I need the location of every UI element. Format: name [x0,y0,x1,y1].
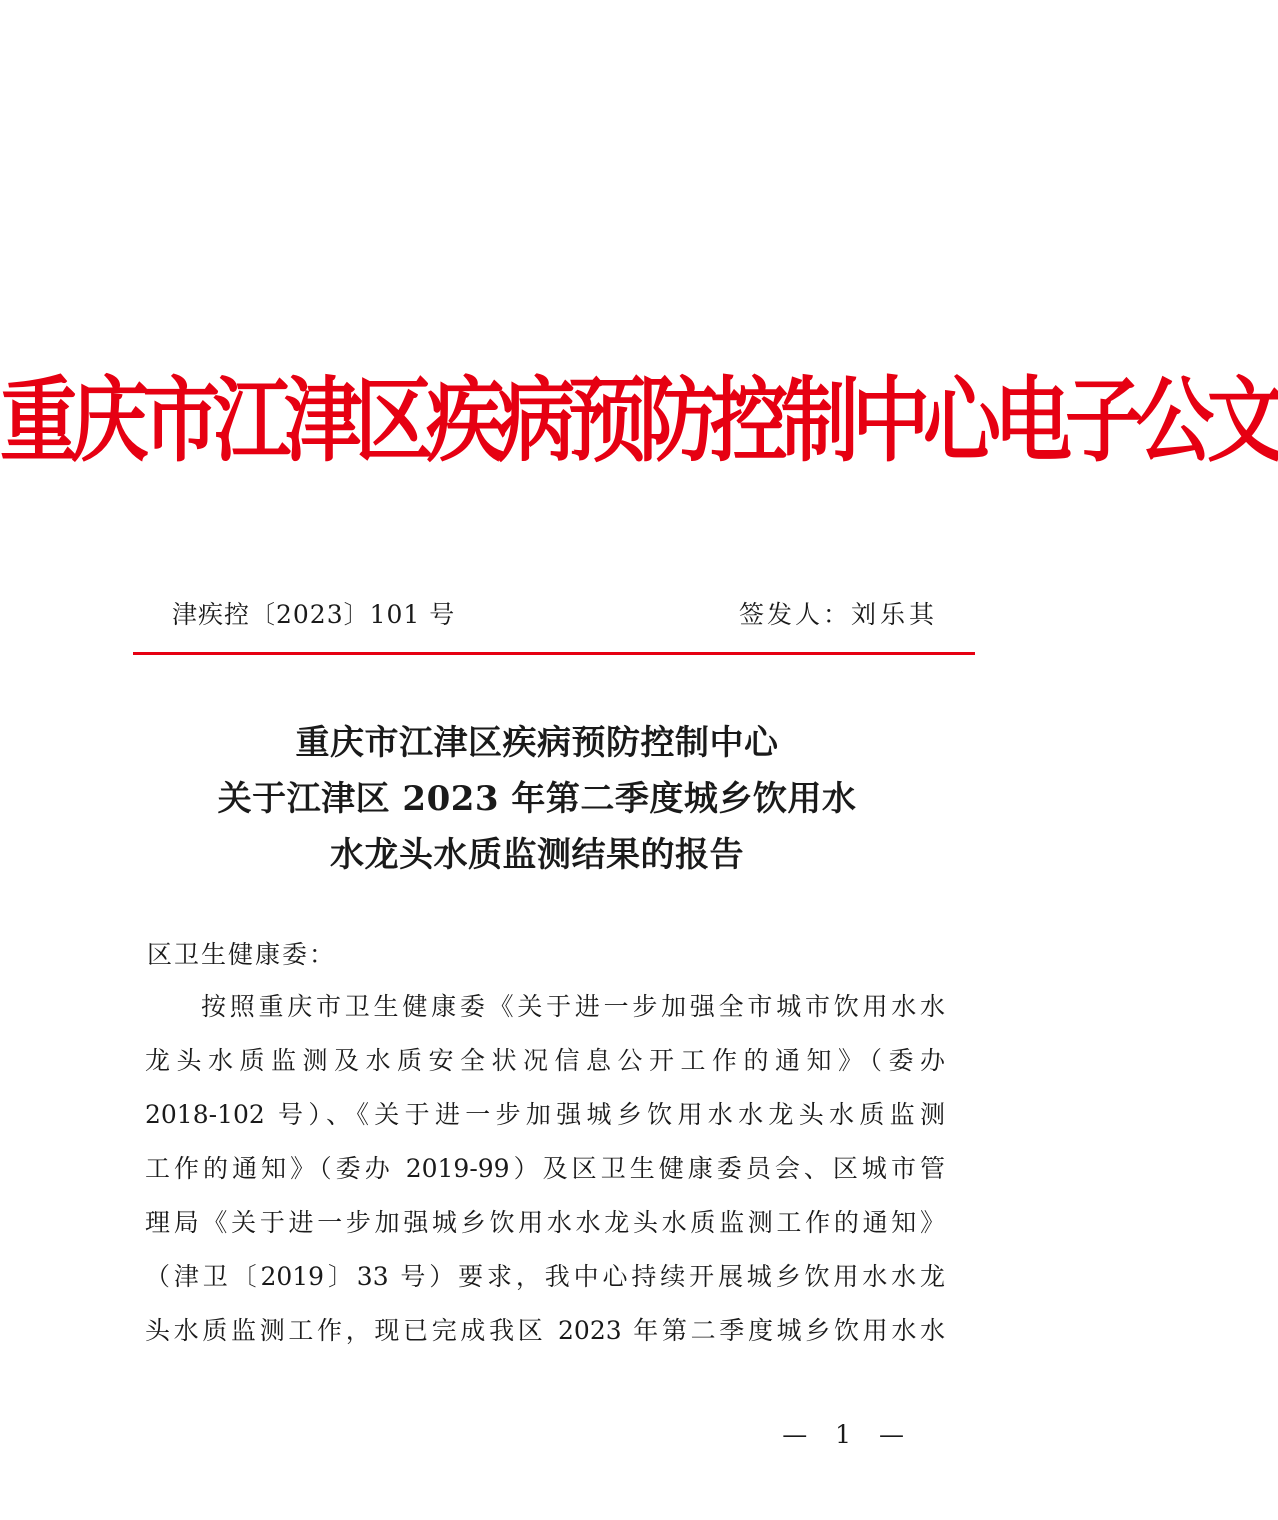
body-line: 龙头水质监测及水质安全状况信息公开工作的通知》（委办 [145,1046,945,1075]
issuer [739,598,938,632]
issuer-name: 刘乐其 [850,600,938,629]
body-paragraph [145,985,945,1363]
salutation: 区卫生健康委： [147,940,337,969]
document-number: 津疾控〔2023〕101 号 [172,600,456,629]
body-line: 工作的通知》（委办 2019-99）及区卫生健康委员会、区城市管 [145,1154,945,1183]
issuer-label: 签发人： [738,600,851,629]
body-line: 头水质监测工作，现已完成我区 2023 年第二季度城乡饮用水水 [145,1316,945,1345]
body-line: （津卫〔2019〕33 号）要求，我中心持续开展城乡饮用水水龙 [145,1262,945,1291]
masthead-title: 重庆市江津区疾病预防控制中心电子公文 [0,367,1278,475]
body-line: 理局《关于进一步加强城乡饮用水水龙头水质监测工作的通知》 [145,1208,945,1237]
page-number: — 1 — [782,1420,914,1449]
title-line: 水龙头水质监测结果的报告 [330,835,744,875]
title-line: 重庆市江津区疾病预防控制中心 [295,723,779,763]
body-line: 按照重庆市卫生健康委《关于进一步加强全市城市饮用水水 [201,992,945,1021]
document-title [0,715,1074,883]
red-separator-line [133,652,975,655]
title-line: 关于江津区 2023 年第二季度城乡饮用水 [217,779,857,819]
body-line: 2018-102 号）、《关于进一步加强城乡饮用水水龙头水质监测 [145,1100,945,1129]
